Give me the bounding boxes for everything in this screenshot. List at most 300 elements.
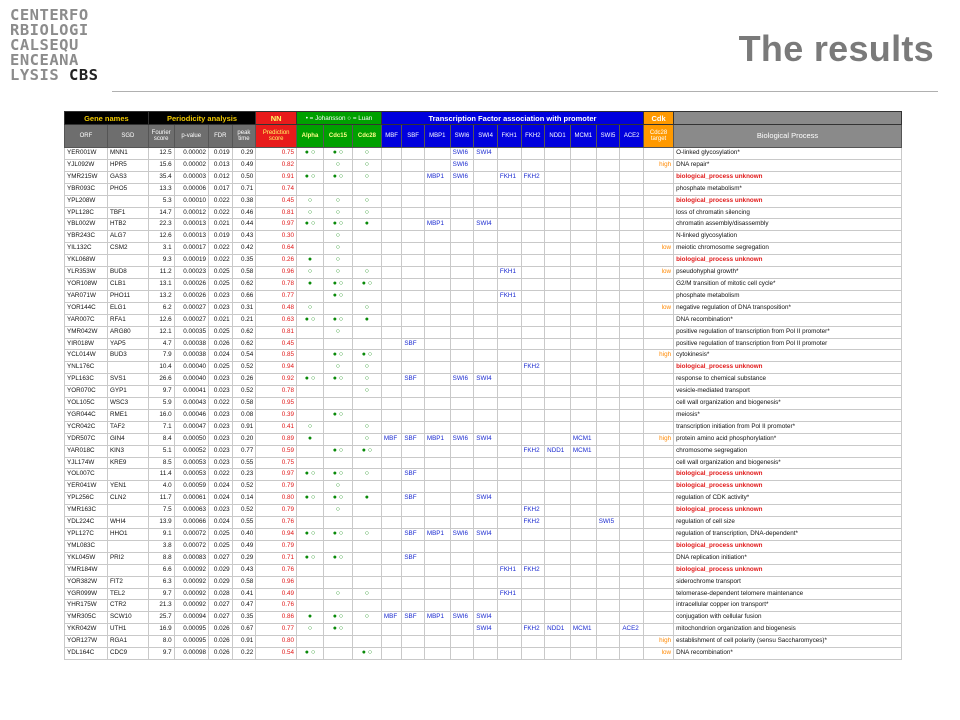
cell-sgd: CLN2 (107, 493, 148, 505)
group-header-blank (674, 112, 902, 125)
cell-tf-swi4 (474, 636, 498, 648)
table-row (65, 362, 902, 374)
cell-tf-mcm1 (570, 219, 596, 231)
cell-peak: 0.58 (232, 576, 256, 588)
cell-tf-sbf (402, 255, 425, 267)
cell-tf-mcm1 (570, 195, 596, 207)
cell-fdr: 0.023 (208, 409, 232, 421)
cell-tf-sbf (402, 219, 425, 231)
cell-tf-mbf (381, 493, 401, 505)
cell-tf-fkh2 (521, 243, 545, 255)
cell-tf-fkh2 (521, 552, 545, 564)
cell-tf-swi6 (450, 243, 474, 255)
cell-cdc15 (323, 433, 352, 445)
cell-tf-swi6 (450, 338, 474, 350)
cell-tf-mbp1 (424, 267, 450, 279)
cell-tf-mbf (381, 564, 401, 576)
table-row (65, 302, 902, 314)
cell-cdc28 (352, 290, 381, 302)
cell-tf-sbf (402, 183, 425, 195)
cell-tf-sbf: SBF (402, 469, 425, 481)
cell-cdc28: ○ (352, 302, 381, 314)
cell-cdc28-target (644, 564, 674, 576)
cell-orf: YGR044C (65, 409, 108, 421)
cell-orf: YPL163C (65, 374, 108, 386)
results-table (64, 111, 902, 660)
cell-tf-fkh2 (521, 469, 545, 481)
cell-alpha (297, 338, 324, 350)
table-row (65, 207, 902, 219)
cell-cdc28-target (644, 517, 674, 529)
table-row (65, 290, 902, 302)
cell-tf-mbp1 (424, 421, 450, 433)
cell-tf-swi6 (450, 648, 474, 660)
cell-tf-fkh2 (521, 302, 545, 314)
cell-tf-swi6 (450, 564, 474, 576)
cell-fourier: 12.1 (148, 326, 174, 338)
cell-fourier: 11.2 (148, 267, 174, 279)
cell-cdc15 (323, 398, 352, 410)
cell-prediction: 0.75 (256, 148, 297, 160)
cell-prediction: 0.81 (256, 326, 297, 338)
table-row (65, 529, 902, 541)
cell-peak: 0.42 (232, 243, 256, 255)
cell-tf-swi5 (596, 278, 620, 290)
cell-cdc28 (352, 576, 381, 588)
table-row (65, 350, 902, 362)
cell-fdr: 0.024 (208, 493, 232, 505)
cell-tf-fkh2 (521, 386, 545, 398)
cell-tf-mcm1 (570, 302, 596, 314)
table-row (65, 231, 902, 243)
cell-alpha: ○ (297, 207, 324, 219)
cell-tf-ndd1 (545, 552, 571, 564)
cell-tf-swi4 (474, 576, 498, 588)
cell-cdc28-target (644, 255, 674, 267)
cell-tf-swi5 (596, 171, 620, 183)
cell-tf-fkh1 (497, 540, 521, 552)
cell-tf-mbp1: MBP1 (424, 612, 450, 624)
cell-tf-mbp1 (424, 481, 450, 493)
cell-tf-swi6 (450, 314, 474, 326)
cell-fdr: 0.022 (208, 255, 232, 267)
cell-tf-swi4 (474, 267, 498, 279)
cell-alpha (297, 636, 324, 648)
cell-cdc28-target (644, 505, 674, 517)
cell-cdc28: ○ (352, 469, 381, 481)
cell-pvalue: 0.00092 (174, 576, 208, 588)
cell-tf-swi5 (596, 540, 620, 552)
cell-tf-mbf (381, 159, 401, 171)
cell-cdc28-target (644, 624, 674, 636)
cell-fdr: 0.023 (208, 386, 232, 398)
cell-tf-swi4 (474, 469, 498, 481)
cell-tf-mbp1 (424, 552, 450, 564)
cell-fdr: 0.026 (208, 636, 232, 648)
cell-biological-process: phosphate metabolism* (674, 183, 902, 195)
cell-tf-fkh1 (497, 409, 521, 421)
cell-fdr: 0.024 (208, 481, 232, 493)
cell-tf-fkh1 (497, 374, 521, 386)
cell-fdr: 0.025 (208, 326, 232, 338)
cell-tf-swi4 (474, 398, 498, 410)
cell-fourier: 4.0 (148, 481, 174, 493)
cell-tf-swi5 (596, 302, 620, 314)
logo-line-3: CALSEQU (10, 36, 79, 54)
col-fkh2: FKH2 (521, 125, 545, 148)
cell-cdc15: ● ○ (323, 612, 352, 624)
cell-cdc15: ● ○ (323, 219, 352, 231)
cell-tf-mbp1 (424, 159, 450, 171)
cell-orf: YOR070C (65, 386, 108, 398)
cell-tf-mcm1: MCM1 (570, 433, 596, 445)
col-sgd: SGD (107, 125, 148, 148)
cell-prediction: 0.95 (256, 398, 297, 410)
cell-tf-ndd1 (545, 386, 571, 398)
cell-tf-sbf: SBF (402, 552, 425, 564)
cell-tf-fkh2 (521, 612, 545, 624)
cell-fourier: 12.6 (148, 231, 174, 243)
cell-peak: 0.35 (232, 612, 256, 624)
cell-tf-fkh1 (497, 612, 521, 624)
cell-tf-mbp1 (424, 409, 450, 421)
table-row (65, 433, 902, 445)
cell-tf-ace2 (620, 350, 644, 362)
cell-tf-mbf (381, 302, 401, 314)
cell-tf-mbp1 (424, 624, 450, 636)
cell-cdc28-target: high (644, 159, 674, 171)
cell-tf-mbp1 (424, 600, 450, 612)
cell-tf-fkh1 (497, 457, 521, 469)
cell-tf-mcm1 (570, 576, 596, 588)
cell-pvalue: 0.00083 (174, 552, 208, 564)
cell-sgd: BUD8 (107, 267, 148, 279)
cell-fdr: 0.024 (208, 517, 232, 529)
cell-tf-swi4 (474, 564, 498, 576)
cell-orf: YER041W (65, 481, 108, 493)
cell-tf-sbf (402, 648, 425, 660)
cell-tf-ace2 (620, 457, 644, 469)
cell-tf-swi6 (450, 183, 474, 195)
cell-biological-process: biological_process unknown (674, 171, 902, 183)
cell-orf: YBL002W (65, 219, 108, 231)
cell-alpha (297, 326, 324, 338)
cell-orf: YKR042W (65, 624, 108, 636)
cell-cdc15: ● ○ (323, 350, 352, 362)
cell-sgd: PHO11 (107, 290, 148, 302)
table-row (65, 481, 902, 493)
cell-prediction: 0.71 (256, 552, 297, 564)
cell-sgd: SVS1 (107, 374, 148, 386)
cell-alpha: ● ○ (297, 171, 324, 183)
cell-tf-swi5 (596, 290, 620, 302)
cell-cdc28 (352, 255, 381, 267)
cell-fdr: 0.023 (208, 421, 232, 433)
cell-orf: YHR175W (65, 600, 108, 612)
cell-cdc28-target (644, 600, 674, 612)
cell-tf-ace2 (620, 159, 644, 171)
cell-sgd: GYP1 (107, 386, 148, 398)
cell-alpha (297, 588, 324, 600)
cell-cdc28-target (644, 529, 674, 541)
cell-tf-swi4: SWI4 (474, 374, 498, 386)
cell-cdc28-target (644, 540, 674, 552)
cell-fdr: 0.026 (208, 648, 232, 660)
cell-cdc15: ○ (323, 159, 352, 171)
cell-tf-fkh1 (497, 231, 521, 243)
cell-fourier: 16.9 (148, 624, 174, 636)
cell-cdc28: ○ (352, 588, 381, 600)
cell-alpha: ● ○ (297, 374, 324, 386)
cell-fourier: 8.4 (148, 433, 174, 445)
cell-sgd: ALG7 (107, 231, 148, 243)
cell-tf-ndd1 (545, 540, 571, 552)
cell-prediction: 0.54 (256, 648, 297, 660)
logo-line-5-text: LYSIS (10, 66, 69, 84)
cell-sgd: TBF1 (107, 207, 148, 219)
cell-tf-swi4 (474, 517, 498, 529)
cell-tf-mbf (381, 338, 401, 350)
cell-pvalue: 0.00026 (174, 278, 208, 290)
cell-tf-swi5 (596, 255, 620, 267)
cell-tf-fkh2 (521, 374, 545, 386)
cell-sgd (107, 505, 148, 517)
cell-biological-process: telomerase-dependent telomere maintenance (674, 588, 902, 600)
cell-orf: YMR305C (65, 612, 108, 624)
cell-tf-ndd1: NDD1 (545, 624, 571, 636)
cell-cdc28: ○ (352, 612, 381, 624)
cell-tf-fkh2 (521, 529, 545, 541)
cell-tf-sbf (402, 624, 425, 636)
cell-cdc15: ● ○ (323, 624, 352, 636)
cell-tf-swi5 (596, 600, 620, 612)
cell-tf-ndd1 (545, 314, 571, 326)
cell-tf-mcm1 (570, 326, 596, 338)
cell-cdc28 (352, 552, 381, 564)
cell-cdc28-target (644, 231, 674, 243)
cell-cdc28: ● ○ (352, 648, 381, 660)
cell-tf-swi5 (596, 195, 620, 207)
cell-pvalue: 0.00010 (174, 195, 208, 207)
cell-pvalue: 0.00095 (174, 636, 208, 648)
cell-tf-fkh2 (521, 267, 545, 279)
cell-cdc15: ● ○ (323, 552, 352, 564)
cell-cdc28-target (644, 171, 674, 183)
cell-tf-ndd1 (545, 409, 571, 421)
cell-tf-fkh2 (521, 159, 545, 171)
table-row (65, 421, 902, 433)
cell-alpha (297, 350, 324, 362)
cell-cdc28: ○ (352, 195, 381, 207)
cell-tf-mcm1 (570, 350, 596, 362)
cell-orf: YAR018C (65, 445, 108, 457)
cell-sgd: RFA1 (107, 314, 148, 326)
cell-tf-mbp1 (424, 588, 450, 600)
cell-alpha: ● ○ (297, 219, 324, 231)
cell-biological-process: DNA recombination* (674, 314, 902, 326)
cell-tf-fkh1 (497, 481, 521, 493)
cell-cdc15 (323, 648, 352, 660)
cell-tf-ace2 (620, 612, 644, 624)
cell-alpha (297, 386, 324, 398)
table-row (65, 648, 902, 660)
cell-tf-fkh2 (521, 636, 545, 648)
cell-tf-ace2 (620, 529, 644, 541)
cell-tf-ace2 (620, 255, 644, 267)
cell-fourier: 8.5 (148, 457, 174, 469)
cell-tf-swi6 (450, 457, 474, 469)
cell-tf-mbp1 (424, 207, 450, 219)
cell-tf-swi5 (596, 636, 620, 648)
cell-sgd: YEN1 (107, 481, 148, 493)
cell-fourier: 16.0 (148, 409, 174, 421)
cell-orf: YAR071W (65, 290, 108, 302)
cell-tf-fkh1 (497, 148, 521, 160)
cell-orf: YOL105C (65, 398, 108, 410)
cell-biological-process: cytokinesis* (674, 350, 902, 362)
cell-tf-fkh2 (521, 576, 545, 588)
cell-fdr: 0.023 (208, 374, 232, 386)
cell-fourier: 13.1 (148, 278, 174, 290)
cell-peak: 0.40 (232, 529, 256, 541)
col-swi5: SWI5 (596, 125, 620, 148)
table-row (65, 445, 902, 457)
cell-tf-mbf (381, 648, 401, 660)
cell-tf-swi4 (474, 326, 498, 338)
cell-tf-fkh2: FKH2 (521, 362, 545, 374)
col-ndd1: NDD1 (545, 125, 571, 148)
cell-alpha (297, 159, 324, 171)
cell-tf-sbf (402, 588, 425, 600)
cell-tf-mbf (381, 540, 401, 552)
cell-tf-fkh2 (521, 338, 545, 350)
table-row (65, 159, 902, 171)
cell-biological-process: cell wall organization and biogenesis* (674, 398, 902, 410)
cell-cdc28: ○ (352, 362, 381, 374)
cell-tf-fkh2 (521, 255, 545, 267)
cell-cdc15: ○ (323, 326, 352, 338)
cell-tf-swi5 (596, 445, 620, 457)
cell-peak: 0.91 (232, 421, 256, 433)
cell-pvalue: 0.00098 (174, 648, 208, 660)
cell-fdr: 0.019 (208, 148, 232, 160)
cell-fourier: 9.7 (148, 648, 174, 660)
cell-tf-sbf (402, 148, 425, 160)
cell-tf-fkh2: FKH2 (521, 517, 545, 529)
cell-tf-fkh1 (497, 350, 521, 362)
cell-pvalue: 0.00061 (174, 493, 208, 505)
cell-sgd: PRI2 (107, 552, 148, 564)
cell-cdc28 (352, 624, 381, 636)
cell-biological-process: establishment of cell polarity (sensu Saccharomyces)* (674, 636, 902, 648)
cell-tf-fkh2 (521, 231, 545, 243)
cell-tf-swi6 (450, 421, 474, 433)
cell-tf-swi6: SWI6 (450, 159, 474, 171)
cell-tf-mcm1 (570, 398, 596, 410)
cell-fdr: 0.027 (208, 552, 232, 564)
cell-tf-sbf (402, 398, 425, 410)
cell-fdr: 0.027 (208, 600, 232, 612)
cell-tf-mbf (381, 409, 401, 421)
cell-cdc28-target: high (644, 350, 674, 362)
cell-alpha (297, 564, 324, 576)
cell-tf-ace2: ACE2 (620, 624, 644, 636)
cell-tf-mbp1: MBP1 (424, 433, 450, 445)
cell-peak: 0.21 (232, 314, 256, 326)
cell-cdc15: ● ○ (323, 445, 352, 457)
col-pvalue: p-value (174, 125, 208, 148)
cell-orf: YLR353W (65, 267, 108, 279)
table-row (65, 183, 902, 195)
cell-fourier: 13.3 (148, 183, 174, 195)
col-ace2: ACE2 (620, 125, 644, 148)
cell-tf-fkh1: FKH1 (497, 564, 521, 576)
cell-tf-ndd1 (545, 255, 571, 267)
cell-tf-swi4 (474, 255, 498, 267)
cell-prediction: 0.30 (256, 231, 297, 243)
cell-cdc28 (352, 636, 381, 648)
cell-pvalue: 0.00063 (174, 505, 208, 517)
cell-alpha: ● ○ (297, 148, 324, 160)
cell-sgd: SCW10 (107, 612, 148, 624)
cell-fdr: 0.025 (208, 267, 232, 279)
cell-sgd: CLB1 (107, 278, 148, 290)
cell-tf-mbp1 (424, 350, 450, 362)
cell-tf-ndd1 (545, 362, 571, 374)
cell-fdr: 0.026 (208, 624, 232, 636)
cell-tf-mbp1 (424, 326, 450, 338)
cell-prediction: 0.79 (256, 505, 297, 517)
cell-cdc28-target: low (644, 243, 674, 255)
cell-tf-swi5 (596, 564, 620, 576)
cell-peak: 0.52 (232, 362, 256, 374)
cell-tf-mbf (381, 529, 401, 541)
cell-tf-fkh1 (497, 433, 521, 445)
cell-fourier: 12.5 (148, 148, 174, 160)
cell-cdc28 (352, 338, 381, 350)
col-cdc28: Cdc28 (352, 125, 381, 148)
cell-tf-fkh1 (497, 445, 521, 457)
cell-tf-mbp1 (424, 338, 450, 350)
cell-fdr: 0.021 (208, 314, 232, 326)
cell-tf-sbf (402, 362, 425, 374)
cell-tf-mcm1 (570, 552, 596, 564)
cell-tf-swi5 (596, 421, 620, 433)
cell-tf-mcm1 (570, 243, 596, 255)
cell-tf-ace2 (620, 243, 644, 255)
cell-tf-fkh2 (521, 219, 545, 231)
cell-alpha (297, 457, 324, 469)
cell-cdc28-target (644, 338, 674, 350)
cell-prediction: 0.96 (256, 267, 297, 279)
cell-tf-ndd1 (545, 171, 571, 183)
cell-sgd: CSM2 (107, 243, 148, 255)
cell-fdr: 0.022 (208, 243, 232, 255)
cell-fourier: 11.7 (148, 493, 174, 505)
cell-fdr: 0.028 (208, 588, 232, 600)
col-orf: ORF (65, 125, 108, 148)
cell-orf: YPL128C (65, 207, 108, 219)
cell-fourier: 9.1 (148, 529, 174, 541)
cell-tf-mbp1 (424, 231, 450, 243)
cell-tf-swi4 (474, 421, 498, 433)
cell-tf-swi6 (450, 195, 474, 207)
cell-tf-swi6: SWI6 (450, 529, 474, 541)
cell-tf-fkh2: FKH2 (521, 445, 545, 457)
cell-peak: 0.71 (232, 183, 256, 195)
cell-alpha: ○ (297, 624, 324, 636)
cell-tf-ace2 (620, 219, 644, 231)
